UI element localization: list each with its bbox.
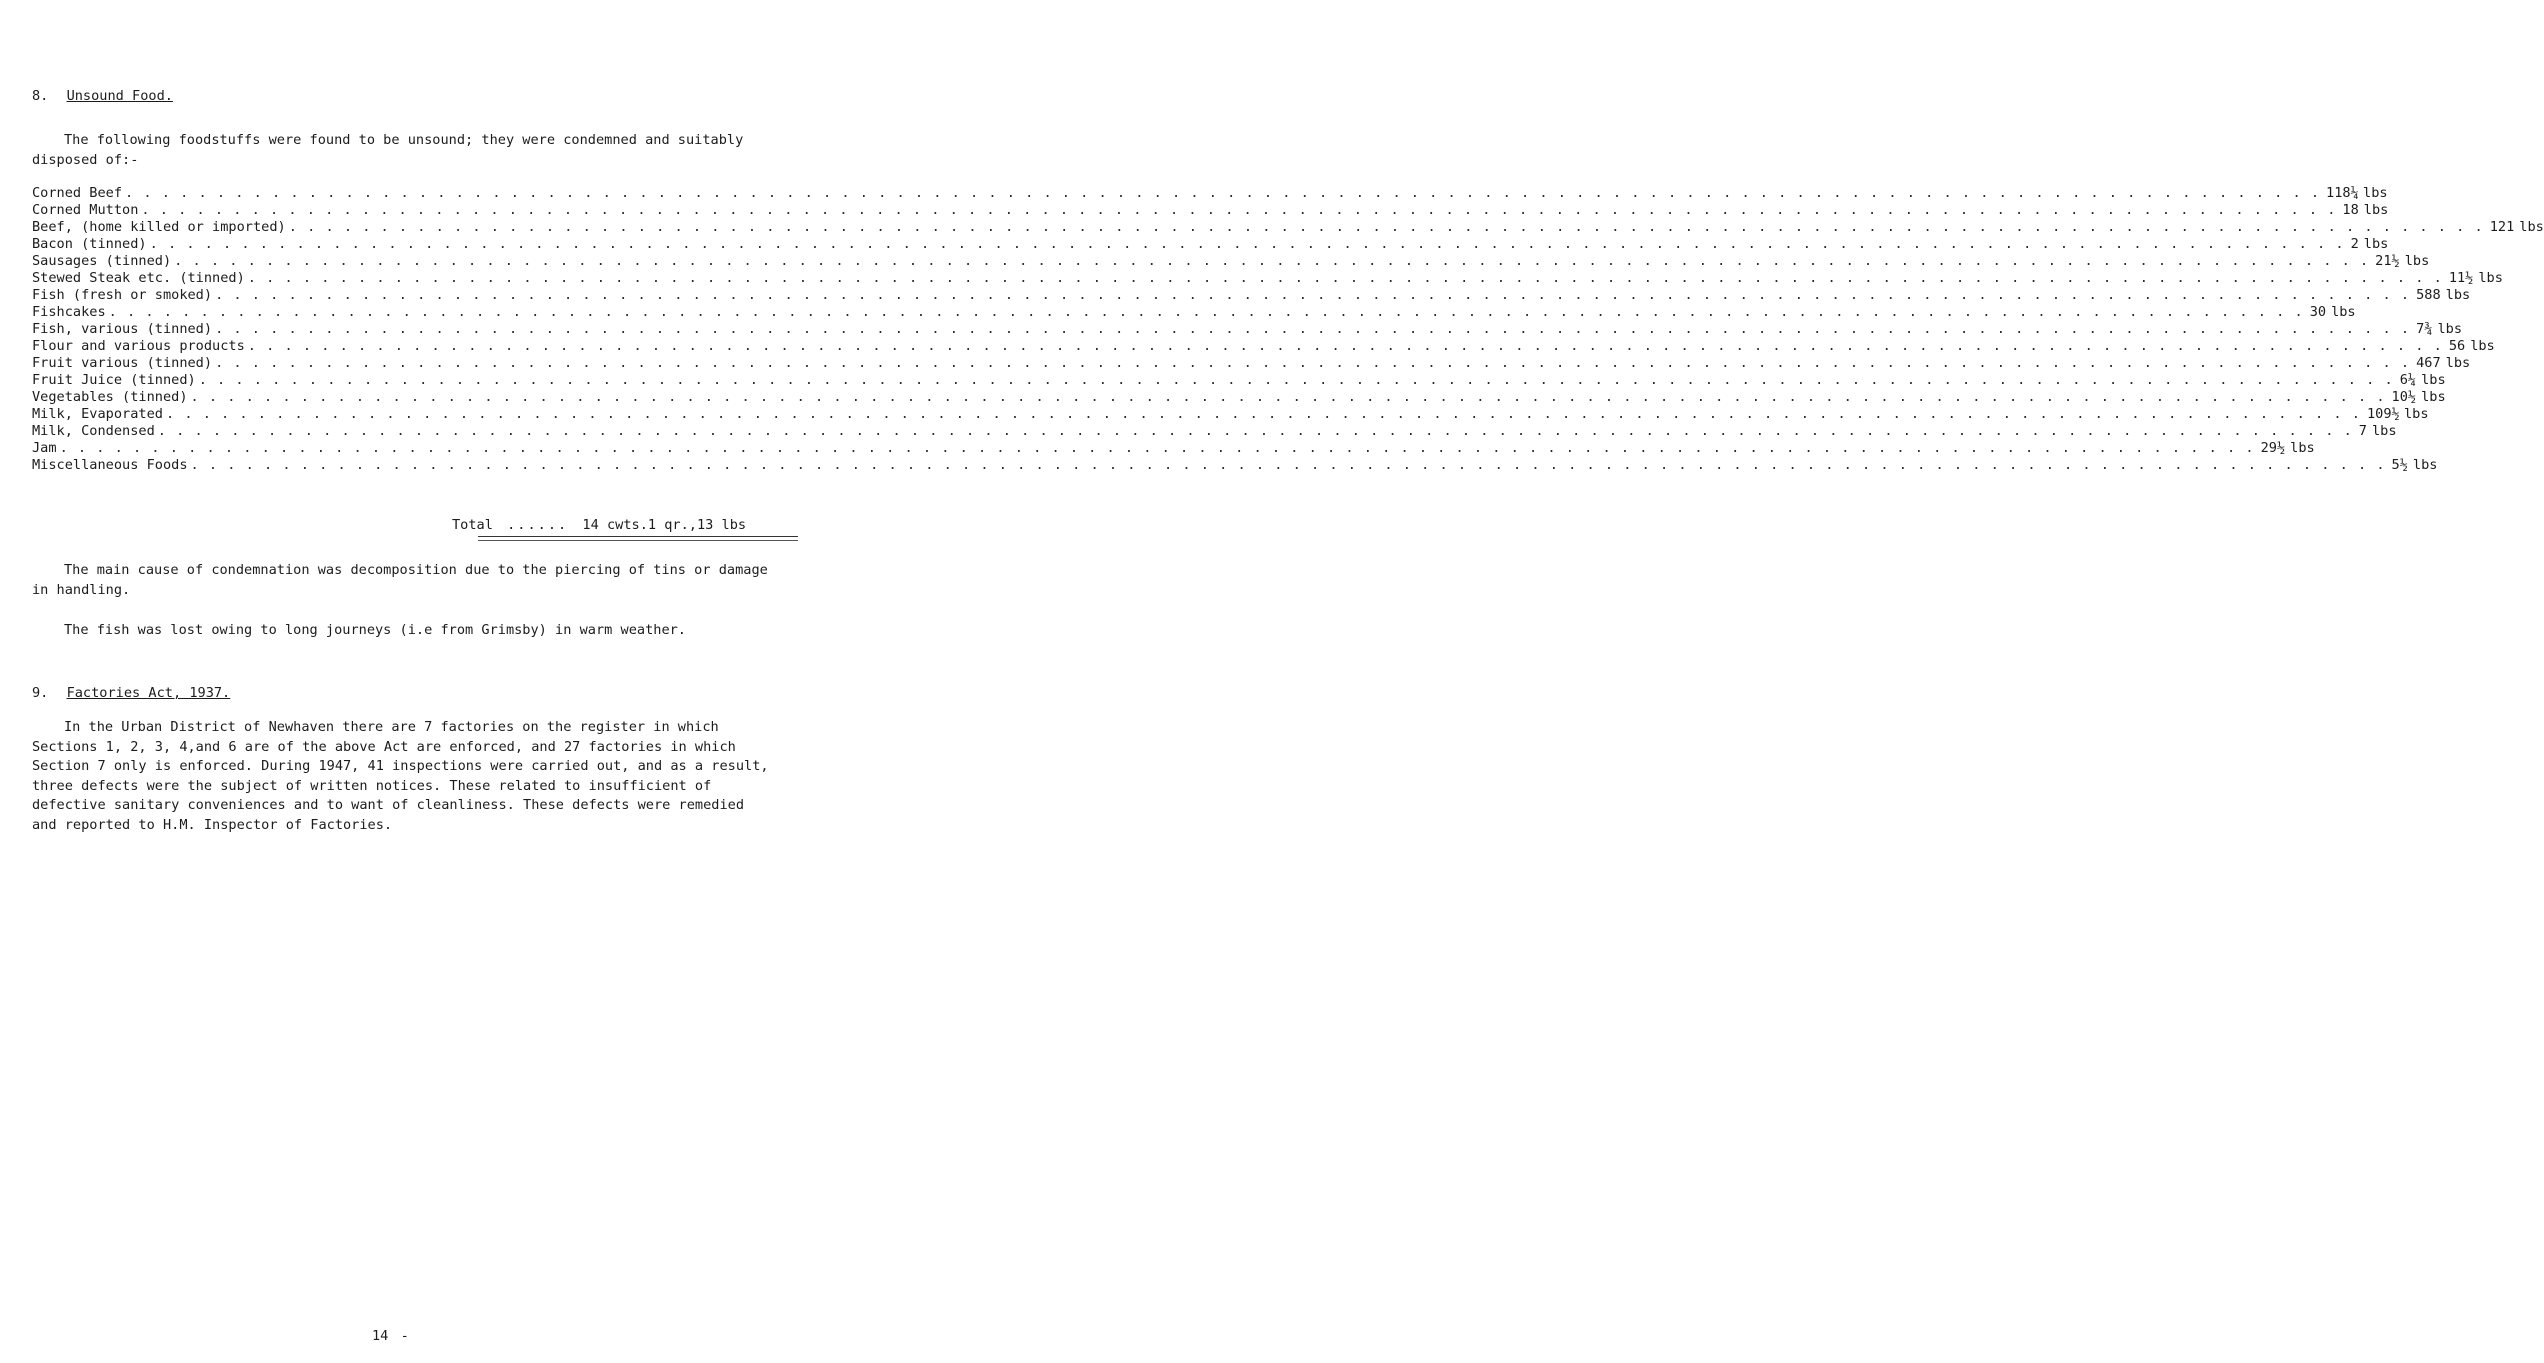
section-number: 8. (32, 88, 49, 104)
food-item-row (32, 185, 2388, 202)
food-item-name: Bacon (tinned) (32, 236, 147, 252)
food-item-unit: lbs (2403, 406, 2429, 422)
food-item-amount: 18 (2342, 202, 2359, 218)
dot-leader: . . . . . . . . . . . . . . . . . . . . . . . . . . . . . . . . . . . . . . . . . . . . . . . . . . . . . . . . . . . . . . . . . . . . . . . . . . . . . . . . . . . . . . . . . . . . . . . . . . . . . . . . . . . . . . . . . . . . . . . . (59, 440, 2255, 456)
food-item-amount: 5½ (2391, 457, 2408, 473)
food-item-name: Milk, Condensed (32, 423, 155, 439)
total-label: Total (452, 517, 493, 533)
food-item-unit: lbs (2331, 304, 2356, 320)
food-item-row (32, 406, 2429, 423)
dot-leader: . . . . . . . . . . . . . . . . . . . . . . . . . . . . . . . . . . . . . . . . . . . . . . . . . . . . . . . . . . . . . . . . . . . . . . . . . . . . . . . . . . . . . . . . . . . . . . . . . . . . . . . . . . . . . . . . . . . . . . . . (215, 355, 2411, 371)
intro-paragraph: The following foodstuffs were found to be unsound; they were condemned and suitably disposed of:- (32, 132, 744, 168)
food-item-amount: 588 (2416, 287, 2441, 303)
food-item-unit: lbs (2363, 185, 2388, 201)
food-item-name: Milk, Evaporated (32, 406, 163, 422)
food-item-row (32, 372, 2446, 389)
food-item-amount: 10½ (2391, 389, 2417, 405)
food-item-amount: 56 (2448, 338, 2466, 354)
total-value: 14 cwts.1 qr.,13 lbs (582, 517, 747, 533)
cause-paragraph: The main cause of condemnation was decomposition due to the piercing of tins or damage in handling. (32, 562, 768, 598)
food-item-name: Jam (32, 440, 57, 456)
food-item-unit: lbs (2470, 338, 2495, 354)
total-rule-2 (478, 540, 798, 541)
dot-leader: . . . . . . . . . . . . . . . . . . . . . . . . . . . . . . . . . . . . . . . . . . . . . . . . . . . . . . . . . . . . . . . . . . . . . . . . . . . . . . . . . . . . . . . . . . . . . . . . . . . . . . . . . . . . . . . . . . . . . . . . (125, 185, 2321, 201)
food-item-name: Corned Mutton (32, 202, 139, 218)
dot-leader: . . . . . . . . . . . . . . . . . . . . . . . . . . . . . . . . . . . . . . . . . . . . . . . . . . . . . . . . . . . . . . . . . . . . . . . . . . . . . . . . . . . . . . . . . . . . . . . . . . . . . . . . . . . . . . . . . . . . . . . . (288, 219, 2484, 235)
food-item-amount: 118¼ (2326, 185, 2359, 201)
section-title: Unsound Food. (66, 88, 173, 104)
section-title: Factories Act, 1937. (66, 685, 231, 701)
food-item-name: Fish (fresh or smoked) (32, 287, 213, 303)
food-item-row (32, 253, 2430, 270)
food-item-row (32, 236, 2389, 253)
food-item-name: Beef, (home killed or imported) (32, 219, 286, 235)
food-item-unit: lbs (2437, 321, 2463, 337)
factories-paragraph: In the Urban District of Newhaven there are 7 factories on the register in which Sections 1, 2, 3, 4,and 6 are of the above Act are enforced, and 27 factories in which Section 7 only is enforced. During 1947, 41 inspections were carried out, and as a result, three defects were the subject of written notices. These related to insufficient of defective sanitary conveniences and to want of cleanliness. These defects were remedied and reported to H.M. Inspector of Factories. (32, 719, 769, 833)
food-item-row (32, 321, 2463, 338)
food-item-name: Miscellaneous Foods (32, 457, 188, 473)
food-item-amount: 6¼ (2399, 372, 2417, 388)
dot-leader: . . . . . . . . . . . . . . . . . . . . . . . . . . . . . . . . . . . . . . . . . . . . . . . . . . . . . . . . . . . . . . . . . . . . . . . . . . . . . . . . . . . . . . . . . . . . . . . . . . . . . . . . . . . . . . . . . . . . . . . . (215, 321, 2411, 337)
food-item-unit: lbs (2445, 355, 2471, 371)
food-item-unit: lbs (2371, 423, 2397, 439)
food-item-name: Vegetables (tinned) (32, 389, 188, 405)
food-item-name: Sausages (tinned) (32, 253, 172, 269)
dot-leader: . . . . . . . . . . . . . . . . . . . . . . . . . . . . . . . . . . . . . . . . . . . . . . . . . . . . . . . . . . . . . . . . . . . . . . . . . . . . . . . . . . . . . . . . . . . . . . . . . . . . . . . . . . . . . . . . . . . . . . . . (141, 202, 2337, 218)
dot-leader: . . . . . . . . . . . . . . . . . . . . . . . . . . . . . . . . . . . . . . . . . . . . . . . . . . . . . . . . . . . . . . . . . . . . . . . . . . . . . . . . . . . . . . . . . . . . . . . . . . . . . . . . . . . . . . . . . . . . . . . . (198, 372, 2394, 388)
food-item-row (32, 389, 2446, 406)
food-item-unit: lbs (2412, 457, 2438, 473)
dot-leader: . . . . . . . . . . . . . . . . . . . . . . . . . . . . . . . . . . . . . . . . . . . . . . . . . . . . . . . . . . . . . . . . . . . . . . . . . . . . . . . . . . . . . . . . . . . . . . . . . . . . . . . . . . . . . . . . . . . . . . . . (149, 236, 2345, 252)
food-item-name: Fish, various (tinned) (32, 321, 213, 337)
food-item-name: Flour and various products (32, 338, 245, 354)
food-item-amount: 7¾ (2416, 321, 2433, 337)
food-item-name: Fruit various (tinned) (32, 355, 213, 371)
total-rule-1 (478, 536, 798, 537)
food-item-row (32, 338, 2495, 355)
food-item-row (32, 457, 2438, 474)
food-item-name: Fruit Juice (tinned) (32, 372, 196, 388)
food-item-unit: lbs (2363, 236, 2389, 252)
food-item-amount: 21½ (2375, 253, 2400, 269)
dot-leader: . . . . . . . . . . . . . . . . . . . . . . . . . . . . . . . . . . . . . . . . . . . . . . . . . . . . . . . . . . . . . . . . . . . . . . . . . . . . . . . . . . . . . . . . . . . . . . . . . . . . . . . . . . . . . . . . . . . . . . . . (157, 423, 2353, 439)
food-item-unit: lbs (2519, 219, 2544, 235)
food-item-amount: 30 (2309, 304, 2327, 320)
food-item-row (32, 287, 2471, 304)
food-item-row (32, 440, 2315, 457)
food-item-name: Stewed Steak etc. (tinned) (32, 270, 245, 286)
food-item-unit: lbs (2421, 389, 2446, 405)
section-8-heading (32, 88, 173, 104)
food-item-row (32, 423, 2397, 440)
food-item-amount: 29½ (2260, 440, 2286, 456)
food-item-amount: 7 (2358, 423, 2367, 439)
food-item-unit: lbs (2445, 287, 2471, 303)
dot-leader: . . . . . . . . . . . . . . . . . . . . . . . . . . . . . . . . . . . . . . . . . . . . . . . . . . . . . . . . . . . . . . . . . . . . . . . . . . . . . . . . . . . . . . . . . . . . . . . . . . . . . . . . . . . . . . . . . . . . . . . . (108, 304, 2304, 320)
food-item-row (32, 202, 2389, 219)
page-number: 14 - (372, 1328, 409, 1344)
dot-leader: . . . . . . . . . . . . . . . . . . . . . . . . . . . . . . . . . . . . . . . . . . . . . . . . . . . . . . . . . . . . . . . . . . . . . . . . . . . . . . . . . . . . . . . . . . . . . . . . . . . . . . . . . . . . . . . . . . . . . . . . (174, 253, 2370, 269)
dot-leader: . . . . . . . . . . . . . . . . . . . . . . . . . . . . . . . . . . . . . . . . . . . . . . . . . . . . . . . . . . . . . . . . . . . . . . . . . . . . . . . . . . . . . . . . . . . . . . . . . . . . . . . . . . . . . . . . . . . . . . . . (165, 406, 2361, 422)
food-item-name: Fishcakes (32, 304, 106, 320)
food-item-unit: lbs (2363, 202, 2389, 218)
total-leader: ...... (507, 517, 569, 533)
food-item-amount: 121 (2489, 219, 2515, 235)
food-item-unit: lbs (2421, 372, 2446, 388)
dot-leader: . . . . . . . . . . . . . . . . . . . . . . . . . . . . . . . . . . . . . . . . . . . . . . . . . . . . . . . . . . . . . . . . . . . . . . . . . . . . . . . . . . . . . . . . . . . . . . . . . . . . . . . . . . . . . . . . . . . . . . . . (247, 338, 2443, 354)
dot-leader: . . . . . . . . . . . . . . . . . . . . . . . . . . . . . . . . . . . . . . . . . . . . . . . . . . . . . . . . . . . . . . . . . . . . . . . . . . . . . . . . . . . . . . . . . . . . . . . . . . . . . . . . . . . . . . . . . . . . . . . . (215, 287, 2411, 303)
dot-leader: . . . . . . . . . . . . . . . . . . . . . . . . . . . . . . . . . . . . . . . . . . . . . . . . . . . . . . . . . . . . . . . . . . . . . . . . . . . . . . . . . . . . . . . . . . . . . . . . . . . . . . . . . . . . . . . . . . . . . . . . (190, 389, 2386, 405)
food-item-unit: lbs (2404, 253, 2430, 269)
dot-leader: . . . . . . . . . . . . . . . . . . . . . . . . . . . . . . . . . . . . . . . . . . . . . . . . . . . . . . . . . . . . . . . . . . . . . . . . . . . . . . . . . . . . . . . . . . . . . . . . . . . . . . . . . . . . . . . . . . . . . . . . (247, 270, 2443, 286)
fish-note-paragraph: The fish was lost owing to long journeys (i.e from Grimsby) in warm weather. (64, 622, 686, 638)
section-number: 9. (32, 685, 49, 701)
food-item-unit: lbs (2290, 440, 2315, 456)
food-item-row (32, 355, 2471, 372)
food-item-unit: lbs (2478, 270, 2503, 286)
dot-leader: . . . . . . . . . . . . . . . . . . . . . . . . . . . . . . . . . . . . . . . . . . . . . . . . . . . . . . . . . . . . . . . . . . . . . . . . . . . . . . . . . . . . . . . . . . . . . . . . . . . . . . . . . . . . . . . . . . . . . . . . (190, 457, 2386, 473)
food-item-amount: 467 (2416, 355, 2441, 371)
food-item-row (32, 304, 2356, 321)
food-item-amount: 2 (2350, 236, 2359, 252)
food-item-row (32, 270, 2503, 287)
food-item-amount: 109½ (2366, 406, 2400, 422)
total-line (452, 517, 746, 533)
section-9-heading (32, 685, 230, 701)
food-item-name: Corned Beef (32, 185, 123, 201)
food-item-amount: 11½ (2448, 270, 2474, 286)
food-item-row (32, 219, 2544, 236)
